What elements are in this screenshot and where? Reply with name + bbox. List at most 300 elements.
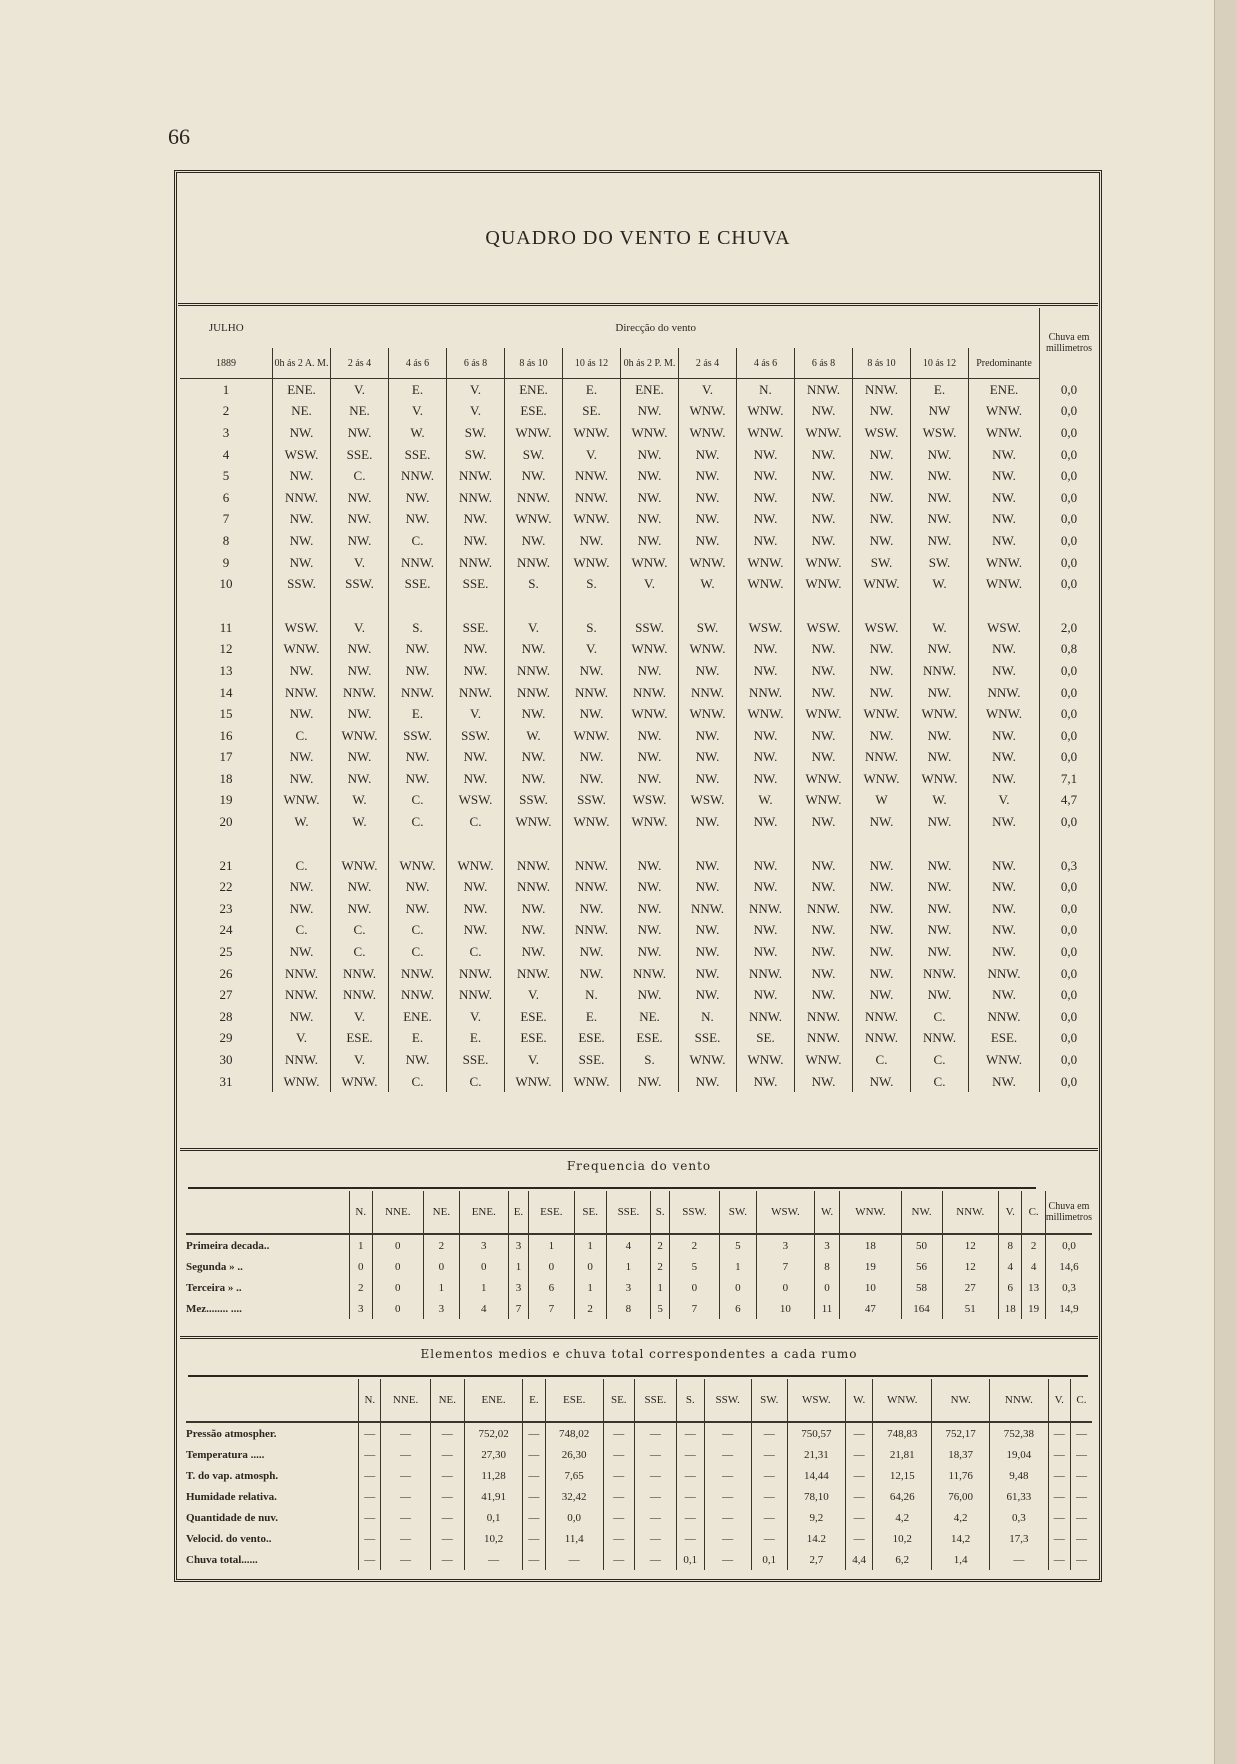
wind-cell: NW. (795, 682, 853, 704)
means-cell: — (603, 1486, 634, 1507)
means-cell: — (381, 1486, 430, 1507)
wind-cell: SE. (737, 1028, 795, 1050)
means-row-label: Temperatura ..... (186, 1448, 265, 1461)
rain-cell: 4,7 (1040, 790, 1099, 812)
wind-cell: NW. (911, 444, 969, 466)
rain-cell: 0,0 (1040, 573, 1099, 595)
table-row (180, 422, 1098, 444)
wind-cell: WNW. (563, 422, 621, 444)
means-cell: 0,1 (677, 1549, 704, 1570)
day-cell: 5 (222, 468, 230, 484)
gap-cell (1040, 833, 1099, 855)
wind-cell: NNW. (563, 855, 621, 877)
means-cell: — (603, 1465, 634, 1486)
wind-cell: NE. (621, 1006, 679, 1028)
wind-cell: NW. (969, 1071, 1040, 1093)
wind-cell: WNW. (911, 768, 969, 790)
freq-cell: 3 (459, 1234, 508, 1256)
wind-cell: NW. (679, 768, 737, 790)
means-title: Elementos medios e chuva total correspondentes a cada rumo (420, 1347, 858, 1361)
wind-cell: SSE. (389, 444, 447, 466)
wind-cell: SW. (447, 422, 505, 444)
wind-cell: NW. (911, 682, 969, 704)
freq-column-header: SE. (574, 1191, 606, 1234)
wind-cell: W. (679, 573, 737, 595)
wind-cell: NW. (563, 963, 621, 985)
wind-cell: NW. (679, 920, 737, 942)
wind-cell: NW. (911, 465, 969, 487)
freq-cell: 2 (651, 1234, 670, 1256)
wind-cell: SSW. (273, 573, 331, 595)
rain-cell: 2,0 (1040, 617, 1099, 639)
table-row (180, 465, 1098, 487)
wind-cell: SW. (853, 552, 911, 574)
wind-cell: NW. (853, 639, 911, 661)
wind-cell: WNW. (969, 1049, 1040, 1071)
wind-cell: WNW. (679, 1049, 737, 1071)
wind-cell: WNW. (563, 509, 621, 531)
wind-cell: NW. (969, 768, 1040, 790)
wind-cell: NW. (911, 487, 969, 509)
wind-cell: E. (911, 379, 969, 401)
means-cell: — (359, 1422, 381, 1444)
wind-cell: ESE. (331, 1028, 389, 1050)
wind-cell: NW. (447, 920, 505, 942)
means-cell: 21,31 (787, 1444, 845, 1465)
wind-cell: NW. (621, 660, 679, 682)
means-cell: — (359, 1444, 381, 1465)
wind-cell: NNW. (505, 963, 563, 985)
means-cell: — (751, 1507, 787, 1528)
wind-cell: NNW. (331, 963, 389, 985)
wind-cell: C. (389, 530, 447, 552)
wind-cell: NW. (737, 444, 795, 466)
means-column-header: NW. (932, 1379, 990, 1422)
wind-cell: NW. (621, 401, 679, 423)
means-cell: — (751, 1444, 787, 1465)
means-cell: — (1070, 1507, 1092, 1528)
means-cell: — (704, 1444, 751, 1465)
rain-cell: 0,0 (1040, 876, 1099, 898)
freq-corner (186, 1191, 349, 1234)
frequency-section (180, 1148, 1098, 1337)
wind-cell: NW. (563, 660, 621, 682)
gap-cell (621, 595, 679, 617)
day-cell: 8 (222, 532, 230, 548)
wind-cell: NNW. (505, 876, 563, 898)
table-row (180, 487, 1098, 509)
wind-cell: NW. (969, 898, 1040, 920)
wind-cell: NNW. (969, 1006, 1040, 1028)
wind-cell: NW. (679, 747, 737, 769)
freq-row-label: Primeira decada.. (186, 1239, 270, 1252)
wind-cell: NNW. (447, 963, 505, 985)
wind-cell: NW. (737, 941, 795, 963)
wind-cell: NW. (795, 963, 853, 985)
wind-cell: NW. (447, 747, 505, 769)
column-header: 4 ás 6 (389, 348, 447, 379)
means-column-header: WNW. (873, 1379, 932, 1422)
wind-cell: V. (447, 401, 505, 423)
wind-cell: NW. (273, 941, 331, 963)
freq-cell: 0 (372, 1298, 423, 1319)
wind-cell: NW. (853, 984, 911, 1006)
wind-cell: S. (621, 1049, 679, 1071)
wind-cell: WSW. (447, 790, 505, 812)
wind-cell: NNW. (563, 465, 621, 487)
wind-cell: NW. (795, 725, 853, 747)
wind-cell: V. (273, 1028, 331, 1050)
freq-cell: 58 (901, 1277, 942, 1298)
wind-cell: NW. (911, 725, 969, 747)
means-cell: 0,1 (464, 1507, 522, 1528)
freq-cell: 7 (508, 1298, 528, 1319)
decade-gap (180, 833, 1098, 855)
wind-cell: NW. (737, 1071, 795, 1093)
day-cell: 28 (219, 1008, 233, 1024)
freq-cell: 19 (1022, 1298, 1045, 1319)
means-cell: 21,81 (873, 1444, 932, 1465)
wind-cell: NNW. (273, 487, 331, 509)
freq-column-header: W. (814, 1191, 840, 1234)
gap-cell (679, 595, 737, 617)
freq-row (186, 1256, 1092, 1277)
freq-cell: 12 (942, 1256, 998, 1277)
freq-cell: 1 (606, 1256, 650, 1277)
means-cell: — (523, 1528, 545, 1549)
wind-cell: NNW. (679, 682, 737, 704)
month-header (180, 308, 273, 348)
wind-cell: NW. (621, 1071, 679, 1093)
freq-cell: 8 (999, 1234, 1022, 1256)
wind-cell: WNW. (563, 552, 621, 574)
wind-cell: WSW. (853, 422, 911, 444)
means-row (186, 1444, 1092, 1465)
freq-cell: 3 (423, 1298, 459, 1319)
day-cell: 12 (219, 641, 233, 657)
wind-cell: NW. (505, 465, 563, 487)
wind-cell: WNW. (737, 552, 795, 574)
means-cell: — (603, 1507, 634, 1528)
freq-cell: 2 (1022, 1234, 1045, 1256)
wind-cell: WSW. (795, 617, 853, 639)
means-cell: — (359, 1486, 381, 1507)
freq-cell: 18 (999, 1298, 1022, 1319)
day-cell: 6 (222, 489, 230, 505)
freq-cell: 0 (372, 1234, 423, 1256)
rain-cell: 0,0 (1040, 920, 1099, 942)
wind-cell: NNW. (505, 660, 563, 682)
means-cell: 4,4 (845, 1549, 872, 1570)
freq-cell: 1 (719, 1256, 756, 1277)
means-cell: 0,3 (990, 1507, 1048, 1528)
wind-cell: NNW. (563, 920, 621, 942)
wind-cell: WNW. (737, 1049, 795, 1071)
freq-cell: 56 (901, 1256, 942, 1277)
wind-cell: WNW. (331, 725, 389, 747)
freq-cell: 0,3 (1045, 1277, 1092, 1298)
wind-cell: SW. (505, 444, 563, 466)
rain-cell: 0,0 (1040, 509, 1099, 531)
wind-cell: NW. (853, 941, 911, 963)
day-cell: 4 (222, 446, 230, 462)
wind-cell: C. (273, 920, 331, 942)
means-cell: — (634, 1549, 676, 1570)
wind-cell: C. (911, 1071, 969, 1093)
means-cell: 750,57 (787, 1422, 845, 1444)
rain-cell: 0,0 (1040, 552, 1099, 574)
table-row (180, 855, 1098, 877)
wind-cell: WSW. (737, 617, 795, 639)
wind-cell: NW. (331, 703, 389, 725)
freq-cell: 14,6 (1045, 1256, 1092, 1277)
wind-cell: NW. (795, 487, 853, 509)
wind-cell: NW. (621, 465, 679, 487)
wind-cell: V. (331, 1049, 389, 1071)
wind-cell: SSE. (331, 444, 389, 466)
means-cell: 11,28 (464, 1465, 522, 1486)
freq-column-header: N. (349, 1191, 372, 1234)
rain-cell: 0,0 (1040, 530, 1099, 552)
means-column-header: W. (845, 1379, 872, 1422)
means-cell: 752,17 (932, 1422, 990, 1444)
table-row (180, 1006, 1098, 1028)
means-cell: — (1070, 1486, 1092, 1507)
wind-cell: NW. (273, 703, 331, 725)
wind-cell: NW. (737, 725, 795, 747)
means-cell: — (523, 1422, 545, 1444)
wind-cell: NW. (679, 963, 737, 985)
column-header: Predominante (969, 348, 1040, 379)
wind-cell: NW. (621, 898, 679, 920)
wind-cell: NNW. (795, 1006, 853, 1028)
wind-cell: NW. (389, 509, 447, 531)
wind-cell: NW. (853, 465, 911, 487)
column-header: 10 ás 12 (563, 348, 621, 379)
wind-cell: NW. (389, 898, 447, 920)
means-cell: — (381, 1528, 430, 1549)
wind-cell: E. (447, 1028, 505, 1050)
wind-cell: C. (389, 790, 447, 812)
wind-cell: NW. (331, 768, 389, 790)
wind-cell: NW. (679, 444, 737, 466)
wind-cell: WNW. (795, 422, 853, 444)
wind-cell: WNW. (331, 855, 389, 877)
means-column-header: SSW. (704, 1379, 751, 1422)
wind-cell: V. (389, 401, 447, 423)
freq-cell: 6 (529, 1277, 574, 1298)
wind-cell: NW. (679, 487, 737, 509)
wind-cell: W. (331, 790, 389, 812)
freq-column-header: V. (999, 1191, 1022, 1234)
freq-cell: 0 (423, 1256, 459, 1277)
wind-cell: NW. (389, 639, 447, 661)
wind-cell: N. (679, 1006, 737, 1028)
column-header: 8 ás 10 (853, 348, 911, 379)
wind-cell: NW. (737, 660, 795, 682)
means-cell: 19,04 (990, 1444, 1048, 1465)
gap-cell (180, 595, 273, 617)
freq-row (186, 1298, 1092, 1319)
wind-cell: NW. (447, 660, 505, 682)
means-cell: 748,83 (873, 1422, 932, 1444)
wind-cell: NW. (853, 811, 911, 833)
means-row (186, 1486, 1092, 1507)
wind-cell: NW. (853, 898, 911, 920)
wind-cell: NW. (853, 660, 911, 682)
table-row (180, 660, 1098, 682)
wind-cell: NW. (795, 984, 853, 1006)
wind-cell: NW. (505, 639, 563, 661)
wind-cell: WNW. (621, 552, 679, 574)
wind-cell: NNW. (389, 465, 447, 487)
means-cell: — (430, 1444, 464, 1465)
wind-cell: NW. (389, 768, 447, 790)
wind-cell: WNW. (795, 768, 853, 790)
wind-cell: ESE. (505, 1006, 563, 1028)
wind-cell: NW. (679, 465, 737, 487)
wind-cell: NW. (969, 725, 1040, 747)
means-cell: 752,02 (464, 1422, 522, 1444)
wind-cell: NW. (911, 855, 969, 877)
means-row-label: Pressão atmospher. (186, 1427, 277, 1440)
means-cell: — (634, 1422, 676, 1444)
wind-cell: WSW. (273, 617, 331, 639)
table-row (180, 401, 1098, 423)
means-cell: — (603, 1549, 634, 1570)
means-column-header: NNE. (381, 1379, 430, 1422)
wind-cell: NNW. (389, 682, 447, 704)
wind-cell: NW. (505, 768, 563, 790)
wind-cell: C. (447, 941, 505, 963)
freq-cell: 1 (574, 1234, 606, 1256)
freq-cell: 2 (574, 1298, 606, 1319)
wind-cell: WNW. (737, 573, 795, 595)
frequency-table (186, 1191, 1092, 1319)
table-row (180, 876, 1098, 898)
wind-cell: WNW. (969, 552, 1040, 574)
gap-cell (737, 595, 795, 617)
freq-cell: 0 (814, 1277, 840, 1298)
frequency-title: Frequencia do vento (566, 1159, 712, 1173)
wind-cell: NNW. (737, 1006, 795, 1028)
wind-cell: ESE. (505, 401, 563, 423)
wind-cell: E. (389, 703, 447, 725)
wind-cell: W. (911, 790, 969, 812)
wind-cell: W. (911, 573, 969, 595)
wind-cell: ESE. (563, 1028, 621, 1050)
wind-cell: WNW. (331, 1071, 389, 1093)
wind-cell: ESE. (505, 1028, 563, 1050)
rain-cell: 0,0 (1040, 811, 1099, 833)
means-cell: — (359, 1549, 381, 1570)
freq-row-label: Mez........ .... (186, 1302, 242, 1315)
freq-row-label: Segunda » .. (186, 1260, 243, 1273)
freq-cell: 18 (840, 1234, 901, 1256)
freq-cell: 0 (372, 1277, 423, 1298)
wind-cell: SW. (911, 552, 969, 574)
wind-cell: NW. (969, 465, 1040, 487)
freq-cell: 3 (508, 1277, 528, 1298)
wind-cell: C. (331, 941, 389, 963)
means-column-header: NE. (430, 1379, 464, 1422)
wind-cell: NW. (795, 747, 853, 769)
wind-cell: NW. (563, 768, 621, 790)
table-row (180, 1071, 1098, 1093)
gap-cell (331, 595, 389, 617)
wind-cell: NW. (795, 444, 853, 466)
means-cell: 76,00 (932, 1486, 990, 1507)
gap-cell (911, 595, 969, 617)
wind-cell: NNW. (447, 552, 505, 574)
freq-column-header: WNW. (840, 1191, 901, 1234)
wind-cell: NW. (911, 639, 969, 661)
wind-cell: NNW. (447, 487, 505, 509)
wind-cell: NW. (563, 898, 621, 920)
wind-cell: NNW. (389, 552, 447, 574)
decade-gap (180, 595, 1098, 617)
freq-column-header: NNW. (942, 1191, 998, 1234)
means-table (186, 1379, 1092, 1570)
table-row (180, 941, 1098, 963)
means-cell: — (523, 1444, 545, 1465)
wind-cell: NNW. (621, 963, 679, 985)
freq-cell: 2 (670, 1234, 719, 1256)
wind-cell: NW. (853, 509, 911, 531)
wind-cell: NW. (853, 963, 911, 985)
means-cell: — (677, 1507, 704, 1528)
column-header: 2 ás 4 (331, 348, 389, 379)
means-cell: — (359, 1465, 381, 1486)
day-cell: 7 (222, 511, 230, 527)
means-cell: — (845, 1507, 872, 1528)
means-cell: 2,7 (787, 1549, 845, 1570)
rain-cell: 0,0 (1040, 682, 1099, 704)
wind-cell: NNW. (911, 660, 969, 682)
wind-cell: ENE. (969, 379, 1040, 401)
column-header: 8 ás 10 (505, 348, 563, 379)
means-cell: — (845, 1528, 872, 1549)
means-header-row (186, 1379, 1092, 1422)
freq-cell: 0 (372, 1256, 423, 1277)
wind-cell: NW. (795, 530, 853, 552)
wind-cell: NW. (853, 1071, 911, 1093)
wind-cell: V. (331, 617, 389, 639)
freq-cell: 6 (999, 1277, 1022, 1298)
means-cell: — (1048, 1444, 1070, 1465)
freq-column-header: WSW. (757, 1191, 815, 1234)
wind-cell: WNW. (447, 855, 505, 877)
rain-cell: 0,0 (1040, 1071, 1099, 1093)
wind-cell: C. (911, 1049, 969, 1071)
means-cell: — (1048, 1507, 1070, 1528)
gap-cell (447, 595, 505, 617)
wind-direction-table (180, 308, 1098, 1092)
day-cell: 26 (219, 965, 233, 981)
means-section (180, 1336, 1098, 1583)
means-cell: 64,26 (873, 1486, 932, 1507)
wind-cell: V. (505, 984, 563, 1006)
wind-cell: WNW. (273, 790, 331, 812)
means-column-header: SW. (751, 1379, 787, 1422)
table-row (180, 1028, 1098, 1050)
day-cell: 11 (219, 619, 233, 635)
table-row (180, 703, 1098, 725)
day-cell: 16 (219, 727, 233, 743)
wind-cell: S. (505, 573, 563, 595)
wind-cell: E. (563, 379, 621, 401)
means-cell: — (603, 1528, 634, 1549)
